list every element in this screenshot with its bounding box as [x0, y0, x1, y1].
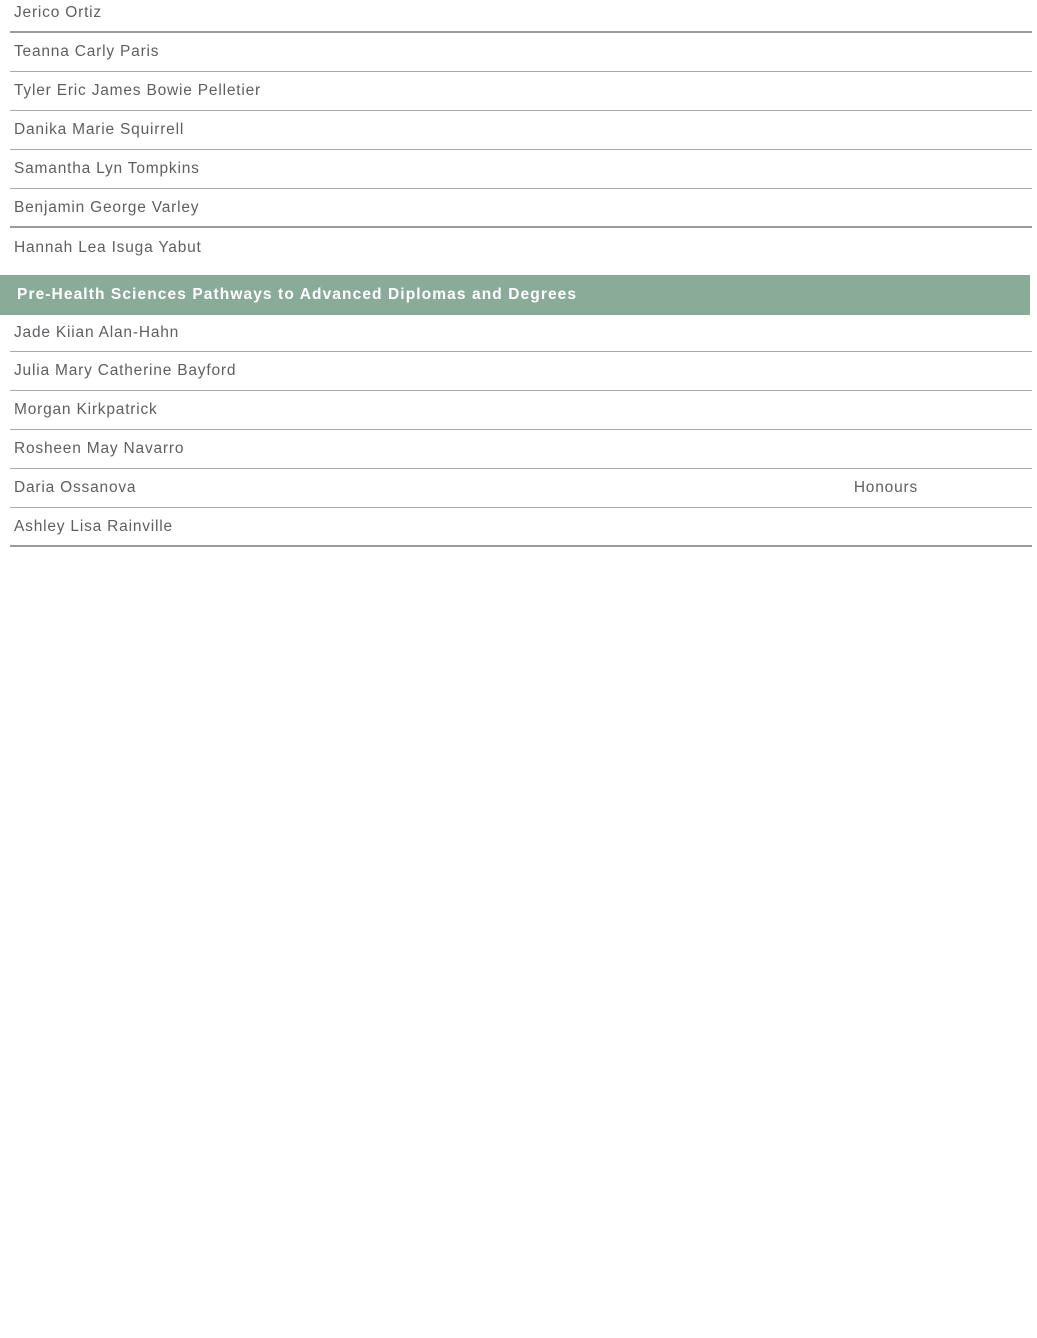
graduate-list — [0, 0, 1037, 547]
graduate-row — [10, 391, 1032, 430]
graduate-row — [10, 315, 1032, 352]
graduate-name: Benjamin George Varley — [14, 198, 200, 216]
graduate-row — [10, 469, 1032, 508]
graduate-name: Danika Marie Squirrell — [14, 121, 185, 138]
graduate-name: Jade Kiian Alan-Hahn — [14, 324, 180, 341]
graduate-row — [10, 72, 1032, 111]
graduate-row — [10, 508, 1032, 547]
graduate-row — [10, 189, 1032, 228]
graduate-name: Ashley Lisa Rainville — [14, 517, 173, 535]
graduate-row — [10, 430, 1032, 469]
graduate-row — [10, 228, 1032, 275]
graduate-name: Julia Mary Catherine Bayford — [14, 362, 237, 379]
graduate-name: Samantha Lyn Tompkins — [14, 160, 200, 177]
graduate-name: Hannah Lea Isuga Yabut — [14, 238, 202, 256]
graduate-row — [10, 111, 1032, 150]
graduate-row — [10, 33, 1032, 72]
graduate-name: Tyler Eric James Bowie Pelletier — [14, 82, 261, 99]
section-header-band — [0, 275, 1030, 315]
honours-label: Honours — [853, 479, 918, 496]
graduate-row — [10, 0, 1032, 33]
graduate-row — [10, 352, 1032, 391]
section-header-label: Pre-Health Sciences Pathways to Advanced Diplomas and Degrees — [17, 286, 578, 303]
graduate-name: Jerico Ortiz — [14, 4, 102, 21]
graduate-name: Teanna Carly Paris — [14, 43, 160, 60]
graduate-name: Rosheen May Navarro — [14, 440, 185, 457]
graduate-name: Daria Ossanova — [14, 479, 137, 496]
graduate-row — [10, 150, 1032, 189]
graduate-name: Morgan Kirkpatrick — [14, 401, 158, 418]
